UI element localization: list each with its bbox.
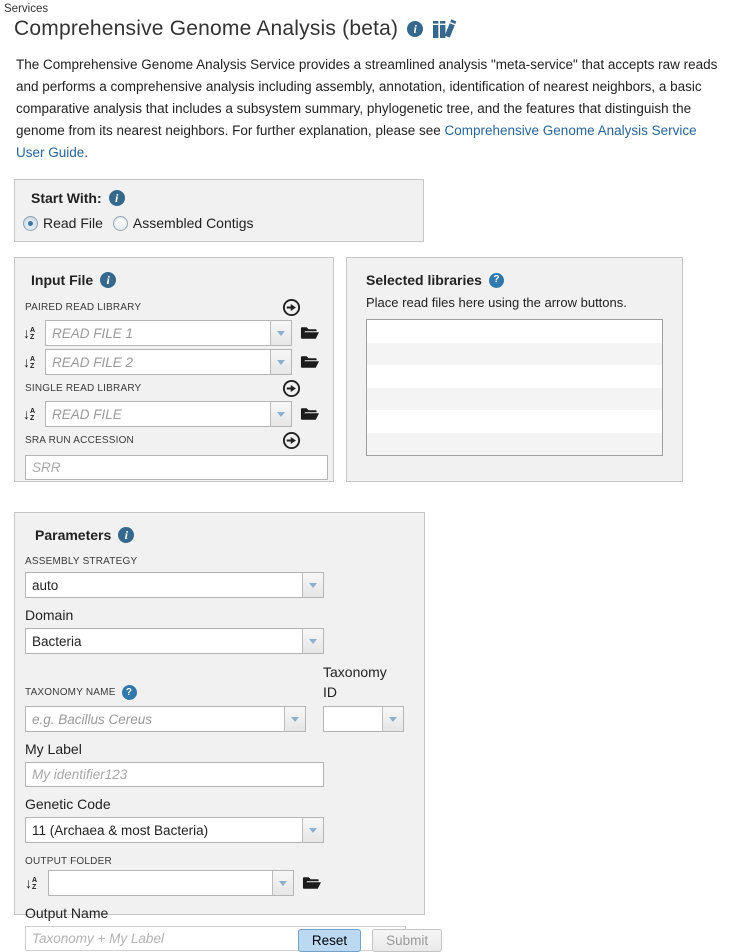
selected-libraries-header: [366, 272, 663, 288]
chevron-down-icon[interactable]: [302, 818, 323, 842]
sra-run-accession-label: SRA RUN ACCESSION: [25, 435, 134, 446]
start-with-title: Start With:: [31, 190, 102, 206]
sort-alpha-icon[interactable]: ↓ A Z: [23, 324, 36, 341]
paired-read-library-label: PAIRED READ LIBRARY: [25, 302, 142, 313]
page-header: [14, 17, 740, 41]
help-icon[interactable]: ?: [122, 685, 137, 700]
start-with-panel: [14, 179, 424, 242]
read-file-1-select[interactable]: [45, 320, 292, 346]
library-row: [367, 320, 662, 343]
start-with-header: [31, 190, 415, 206]
sort-alpha-icon[interactable]: ↓ A Z: [25, 874, 38, 891]
genetic-code-select[interactable]: [25, 817, 324, 843]
folder-open-icon[interactable]: [300, 406, 319, 422]
taxonomy-id-value: [324, 707, 382, 731]
service-description: [16, 54, 724, 164]
parameters-panel: [14, 512, 425, 921]
output-folder-label: OUTPUT FOLDER: [25, 856, 112, 867]
sort-alpha-icon[interactable]: ↓ A Z: [23, 353, 36, 370]
input-file-header: [31, 272, 325, 288]
info-icon[interactable]: i: [109, 190, 125, 206]
taxonomy-name-select[interactable]: [25, 706, 306, 732]
parameters-header: [35, 527, 414, 543]
parameters-title: Parameters: [35, 527, 112, 543]
chevron-down-icon[interactable]: [270, 402, 291, 426]
radio-read-file-label: Read File: [43, 215, 103, 231]
chevron-down-icon[interactable]: [302, 573, 323, 597]
info-icon[interactable]: i: [407, 21, 423, 37]
output-name-label: Output Name: [25, 905, 109, 921]
chevron-down-icon[interactable]: [382, 707, 403, 731]
read-file-2-select[interactable]: [45, 349, 292, 375]
library-row: [367, 365, 662, 388]
start-with-options: [23, 215, 415, 231]
taxonomy-id-select[interactable]: [323, 706, 404, 732]
domain-label: Domain: [25, 607, 74, 623]
single-read-file-select[interactable]: [45, 401, 292, 427]
radio-button-icon[interactable]: [113, 216, 128, 231]
library-row: [367, 433, 662, 456]
read-file-1-placeholder: READ FILE 1: [52, 325, 134, 341]
output-folder-value: [49, 871, 272, 895]
folder-open-icon[interactable]: [300, 354, 319, 370]
taxonomy-name-label: TAXONOMY NAME: [25, 687, 116, 698]
breadcrumb[interactable]: Services: [4, 3, 49, 15]
taxonomy-name-placeholder: e.g. Bacillus Cereus: [32, 711, 153, 727]
selected-libraries-table[interactable]: [366, 319, 663, 456]
input-file-title: Input File: [31, 272, 94, 288]
taxonomy-name-label-row: [25, 685, 306, 700]
user-guide-books-icon[interactable]: [432, 19, 458, 39]
submit-button[interactable]: Submit: [372, 929, 442, 952]
genetic-code-label: Genetic Code: [25, 796, 111, 812]
input-file-panel: [14, 257, 334, 482]
folder-open-icon[interactable]: [300, 325, 319, 341]
radio-assembled-contigs[interactable]: [113, 215, 254, 231]
add-paired-library-arrow-button[interactable]: [282, 298, 301, 317]
genetic-code-value: 11 (Archaea & most Bacteria): [32, 822, 209, 838]
selected-libraries-hint: Place read files here using the arrow buttons.: [366, 295, 627, 310]
folder-open-icon[interactable]: [302, 875, 321, 891]
description-period: .: [84, 145, 89, 160]
assembly-strategy-label: ASSEMBLY STRATEGY: [25, 556, 138, 567]
library-row: [367, 388, 662, 411]
user-guide-link[interactable]: Comprehensive Genome Analysis Service User Guide: [16, 123, 697, 160]
radio-assembled-contigs-label: Assembled Contigs: [132, 215, 254, 231]
domain-value: Bacteria: [32, 633, 82, 649]
chevron-down-icon[interactable]: [270, 321, 291, 345]
radio-button-icon[interactable]: [23, 216, 38, 231]
chevron-down-icon[interactable]: [302, 629, 323, 653]
single-read-library-label: SINGLE READ LIBRARY: [25, 383, 142, 394]
assembly-strategy-select[interactable]: [25, 572, 324, 598]
info-icon[interactable]: i: [118, 527, 134, 543]
sort-alpha-icon[interactable]: ↓ A Z: [23, 405, 36, 422]
description-text: The Comprehensive Genome Analysis Service provides a streamlined analysis "meta-service" that accepts raw reads and performs a comprehensive analysis including assembly, annotation, identification of nearest neighbors, a basic comparative analysis that includes a subsystem summary, phylogenetic tree, and the features that distinguish the genome from its nearest neighbors. For further explanation, please see: [16, 57, 718, 138]
help-icon[interactable]: ?: [489, 273, 504, 288]
reset-button[interactable]: Reset: [298, 929, 361, 952]
domain-select[interactable]: [25, 628, 324, 654]
library-row: [367, 343, 662, 366]
my-label-label: My Label: [25, 741, 82, 757]
assembly-strategy-value: auto: [32, 577, 59, 593]
info-icon[interactable]: i: [100, 272, 116, 288]
chevron-down-icon[interactable]: [270, 350, 291, 374]
page-title: Comprehensive Genome Analysis (beta): [14, 17, 399, 40]
add-sra-arrow-button[interactable]: [282, 431, 301, 450]
add-single-library-arrow-button[interactable]: [282, 379, 301, 398]
taxonomy-id-label: Taxonomy ID: [323, 664, 387, 700]
selected-libraries-title: Selected libraries: [366, 272, 482, 288]
read-file-2-placeholder: READ FILE 2: [52, 354, 134, 370]
single-read-file-placeholder: READ FILE: [52, 406, 122, 422]
sra-accession-input[interactable]: [25, 455, 328, 480]
output-folder-select[interactable]: [48, 870, 294, 896]
chevron-down-icon[interactable]: [284, 707, 305, 731]
radio-read-file[interactable]: [23, 215, 103, 231]
my-label-input[interactable]: [25, 762, 324, 787]
library-row: [367, 410, 662, 433]
chevron-down-icon[interactable]: [272, 871, 293, 895]
selected-libraries-panel: [346, 257, 683, 482]
